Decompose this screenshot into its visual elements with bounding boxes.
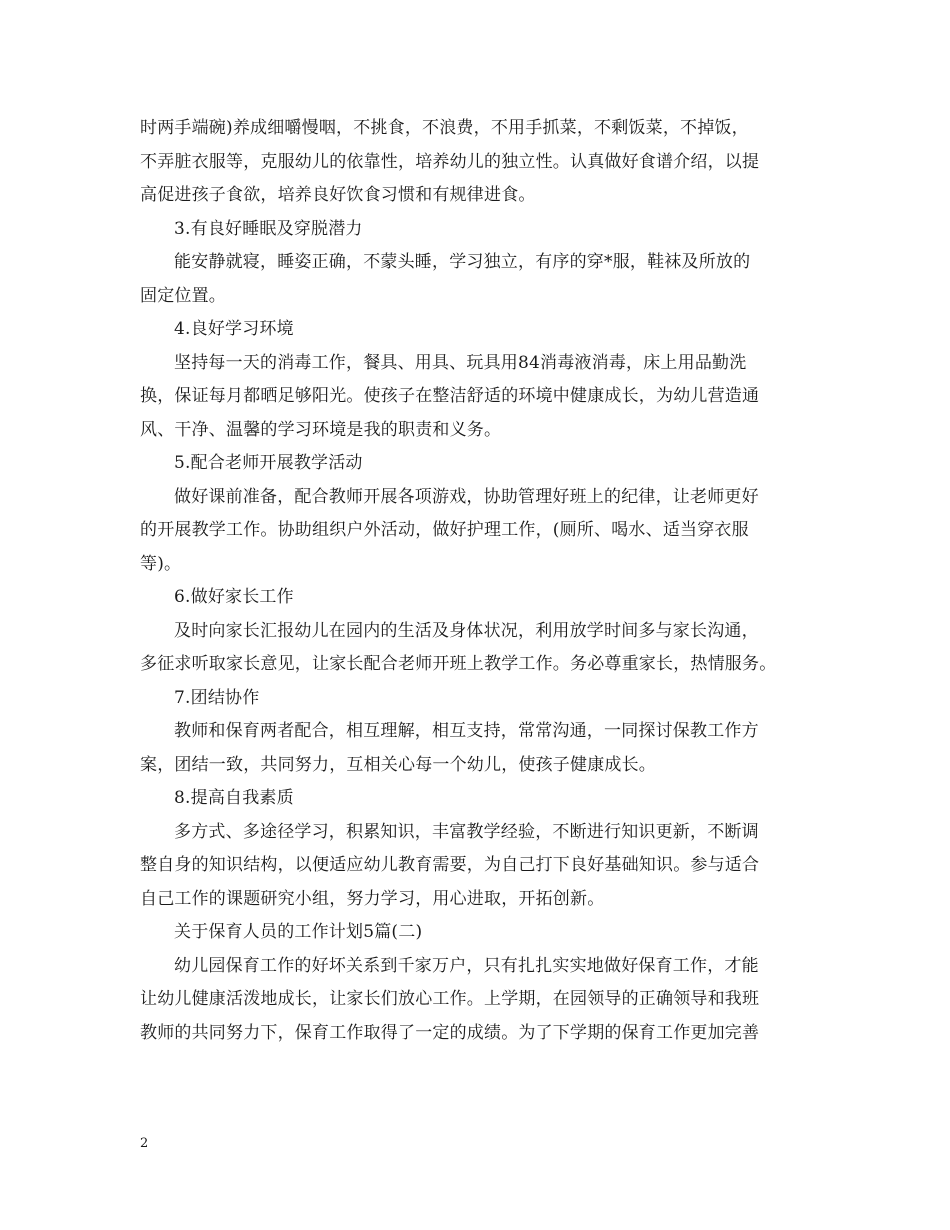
text-line: 案，团结一致，共同努力，互相关心每一个幼儿，使孩子健康成长。: [140, 754, 656, 775]
text-line: 教师的共同努力下，保育工作取得了一定的成绩。为了下学期的保育工作更加完善: [140, 1022, 760, 1043]
page-number: 2: [140, 1136, 149, 1151]
text-line: 及时向家长汇报幼儿在园内的生活及身体状况，利用放学时间多与家长沟通，: [174, 620, 759, 641]
text-line: 自己工作的课题研究小组，努力学习，用心进取，开拓创新。: [140, 888, 605, 909]
text-line: 关于保育人员的工作计划5篇(二): [174, 922, 423, 942]
text-line: 6.做好家长工作: [174, 587, 294, 607]
text-line: 让幼儿健康活泼地成长，让家长们放心工作。上学期，在园领导的正确领导和我班: [140, 989, 760, 1009]
text-line: 多征求听取家长意见，让家长配合老师开班上教学工作。务必尊重家长，热情服务。: [140, 654, 777, 674]
text-line: 的开展教学工作。协助组织户外活动，做好护理工作，(厕所、喝水、适当穿衣服: [140, 520, 749, 540]
text-line: 做好课前准备，配合教师开展各项游戏，协助管理好班上的纪律，让老师更好: [174, 486, 759, 507]
text-line: 不弄脏衣服等，克服幼儿的依靠性，培养幼儿的独立性。认真做好食谱介绍，以提: [140, 151, 760, 172]
text-line: 风、干净、温馨的学习环境是我的职责和义务。: [140, 419, 502, 440]
text-line: 高促进孩子食欲，培养良好饮食习惯和有规律进食。: [140, 185, 536, 205]
text-line: 整自身的知识结构，以便适应幼儿教育需要，为自己打下良好基础知识。参与适合: [140, 855, 760, 875]
text-line: 坚持每一天的消毒工作，餐具、用具、玩具用84消毒液消毒，床上用品勤洗: [174, 352, 747, 373]
text-line: 等)。: [140, 553, 182, 574]
text-line: 4.良好学习环境: [174, 319, 294, 339]
document-body: [140, 112, 820, 1050]
text-line: 能安静就寝，睡姿正确，不蒙头睡，学习独立，有序的穿*服，鞋袜及所放的: [174, 252, 751, 272]
text-line: 8.提高自我素质: [174, 788, 294, 808]
text-line: 7.团结协作: [174, 687, 260, 708]
text-line: 固定位置。: [140, 285, 226, 306]
text-line: 3.有良好睡眠及穿脱潜力: [174, 218, 363, 239]
text-line: 多方式、多途径学习，积累知识，丰富教学经验，不断进行知识更新，不断调: [174, 821, 759, 842]
text-line: 5.配合老师开展教学活动: [174, 453, 363, 473]
text-line: 时两手端碗)养成细嚼慢咽，不挑食，不浪费，不用手抓菜，不剩饭菜，不掉饭，: [140, 118, 749, 138]
text-line: 幼儿园保育工作的好坏关系到千家万户，只有扎扎实实地做好保育工作，才能: [174, 955, 759, 976]
text-line: 换，保证每月都晒足够阳光。使孩子在整洁舒适的环境中健康成长，为幼儿营造通: [140, 386, 760, 406]
text-line: 教师和保育两者配合，相互理解，相互支持，常常沟通，一同探讨保教工作方: [174, 721, 759, 741]
